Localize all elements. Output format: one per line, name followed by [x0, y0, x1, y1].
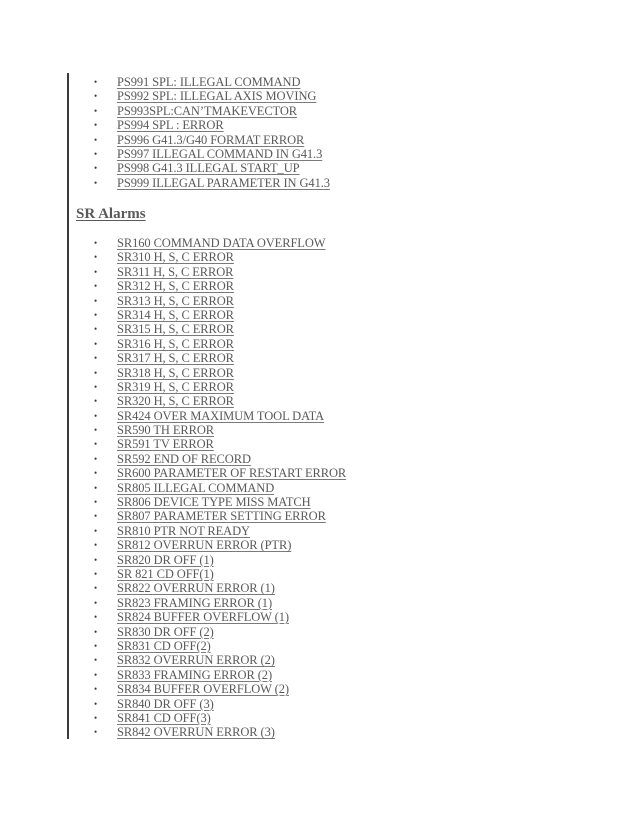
sr-alarm-link[interactable]: SR806 DEVICE TYPE MISS MATCH [117, 495, 311, 510]
bullet-icon: • [94, 497, 98, 508]
bullet-icon: • [94, 698, 98, 709]
bullet-icon: • [94, 511, 98, 522]
bullet-icon: • [94, 684, 98, 695]
sr-alarm-link[interactable]: SR823 FRAMING ERROR (1) [117, 595, 273, 610]
sr-alarm-link[interactable]: SR320 H, S, C ERROR [117, 394, 234, 409]
ps-alarm-link[interactable]: PS994 SPL : ERROR [117, 118, 224, 133]
sr-alarm-link[interactable]: SR310 H, S, C ERROR [117, 250, 234, 265]
bullet-icon: • [94, 727, 98, 738]
sr-alarm-link[interactable]: SR842 OVERRUN ERROR (3) [117, 725, 275, 740]
bullet-icon: • [94, 583, 98, 594]
bullet-icon: • [94, 439, 98, 450]
sr-alarm-link[interactable]: SR160 COMMAND DATA OVERFLOW [117, 236, 326, 250]
sr-alarm-link[interactable]: SR315 H, S, C ERROR [117, 322, 234, 337]
ps-alarm-link[interactable]: PS991 SPL: ILLEGAL COMMAND [117, 75, 301, 89]
sr-alarm-link[interactable]: SR319 H, S, C ERROR [117, 379, 234, 394]
bullet-icon: • [94, 295, 98, 306]
bullet-icon: • [94, 353, 98, 364]
bullet-icon: • [94, 77, 98, 87]
sr-alarm-link[interactable]: SR591 TV ERROR [117, 437, 214, 452]
ps-alarm-link[interactable]: PS993SPL:CAN’TMAKEVECTOR [117, 103, 298, 118]
bullet-icon: • [94, 148, 98, 159]
bullet-icon: • [94, 381, 98, 392]
bullet-icon: • [94, 612, 98, 623]
bullet-icon: • [94, 281, 98, 292]
sr-alarm-link[interactable]: SR840 DR OFF (3) [117, 696, 214, 711]
bullet-icon: • [94, 324, 98, 335]
sr-alarm-link[interactable]: SR312 H, S, C ERROR [117, 279, 234, 294]
sr-alarm-link[interactable]: SR820 DR OFF (1) [117, 552, 214, 567]
sr-alarm-link[interactable]: SR824 BUFFER OVERFLOW (1) [117, 610, 289, 625]
bullet-icon: • [94, 540, 98, 551]
bullet-icon: • [94, 134, 98, 145]
bullet-icon: • [94, 712, 98, 723]
sr-alarm-link[interactable]: SR831 CD OFF(2) [117, 638, 211, 653]
sr-alarm-link[interactable]: SR841 CD OFF(3) [117, 710, 211, 725]
bullet-icon: • [94, 453, 98, 464]
bullet-icon: • [94, 482, 98, 493]
sr-alarm-link[interactable]: SR807 PARAMETER SETTING ERROR [117, 509, 326, 524]
bullet-icon: • [94, 626, 98, 637]
sr-alarm-link[interactable]: SR805 ILLEGAL COMMAND [117, 480, 275, 495]
sr-alarm-link[interactable]: SR810 PTR NOT READY [117, 523, 250, 538]
ps-alarm-link[interactable]: PS999 ILLEGAL PARAMETER IN G41.3 [117, 175, 330, 190]
bullet-icon: • [94, 396, 98, 407]
bullet-icon: • [94, 669, 98, 680]
sr-alarm-link[interactable]: SR812 OVERRUN ERROR (PTR) [117, 538, 292, 553]
bullet-icon: • [94, 367, 98, 378]
sr-alarm-link[interactable]: SR832 OVERRUN ERROR (2) [117, 653, 275, 668]
sr-alarm-link[interactable]: SR424 OVER MAXIMUM TOOL DATA [117, 408, 325, 423]
bullet-icon: • [94, 410, 98, 421]
ps-alarm-link[interactable]: PS996 G41.3/G40 FORMAT ERROR [117, 132, 305, 147]
sr-alarm-link[interactable]: SR592 END OF RECORD [117, 451, 251, 466]
bullet-icon: • [94, 525, 98, 536]
bullet-icon: • [94, 568, 98, 579]
sr-alarm-link[interactable]: SR317 H, S, C ERROR [117, 351, 234, 366]
sr-alarm-link[interactable]: SR311 H, S, C ERROR [117, 264, 234, 279]
bullet-icon: • [94, 252, 98, 263]
sr-alarm-link[interactable]: SR 821 CD OFF(1) [117, 566, 214, 581]
bullet-icon: • [94, 177, 98, 188]
bullet-icon: • [94, 468, 98, 479]
ps-alarm-link[interactable]: PS998 G41.3 ILLEGAL START_UP [117, 161, 300, 176]
sr-alarm-link[interactable]: SR318 H, S, C ERROR [117, 365, 234, 380]
bullet-icon: • [94, 309, 98, 320]
bullet-icon: • [94, 554, 98, 565]
ps-alarm-link[interactable]: PS992 SPL: ILLEGAL AXIS MOVING [117, 89, 317, 104]
bullet-icon: • [94, 238, 98, 248]
sr-alarm-link[interactable]: SR833 FRAMING ERROR (2) [117, 667, 273, 682]
sr-alarm-link[interactable]: SR590 TH ERROR [117, 423, 215, 438]
sr-alarms-heading[interactable]: SR Alarms [76, 206, 146, 222]
bullet-icon: • [94, 425, 98, 436]
bullet-icon: • [94, 266, 98, 277]
sr-alarm-link[interactable]: SR316 H, S, C ERROR [117, 336, 234, 351]
sr-alarm-link[interactable]: SR313 H, S, C ERROR [117, 293, 234, 308]
bullet-icon: • [94, 120, 98, 131]
bullet-icon: • [94, 163, 98, 174]
sr-alarm-link[interactable]: SR314 H, S, C ERROR [117, 307, 234, 322]
margin-change-bar [67, 73, 69, 739]
ps-alarm-link[interactable]: PS997 ILLEGAL COMMAND IN G41.3 [117, 146, 323, 161]
sr-alarm-link[interactable]: SR834 BUFFER OVERFLOW (2) [117, 682, 289, 697]
bullet-icon: • [94, 640, 98, 651]
bullet-icon: • [94, 597, 98, 608]
bullet-icon: • [94, 655, 98, 666]
bullet-icon: • [94, 91, 98, 102]
bullet-icon: • [94, 105, 98, 116]
sr-alarm-link[interactable]: SR600 PARAMETER OF RESTART ERROR [117, 466, 347, 481]
sr-alarm-link[interactable]: SR822 OVERRUN ERROR (1) [117, 581, 275, 596]
sr-alarm-link[interactable]: SR830 DR OFF (2) [117, 624, 214, 639]
bullet-icon: • [94, 338, 98, 349]
